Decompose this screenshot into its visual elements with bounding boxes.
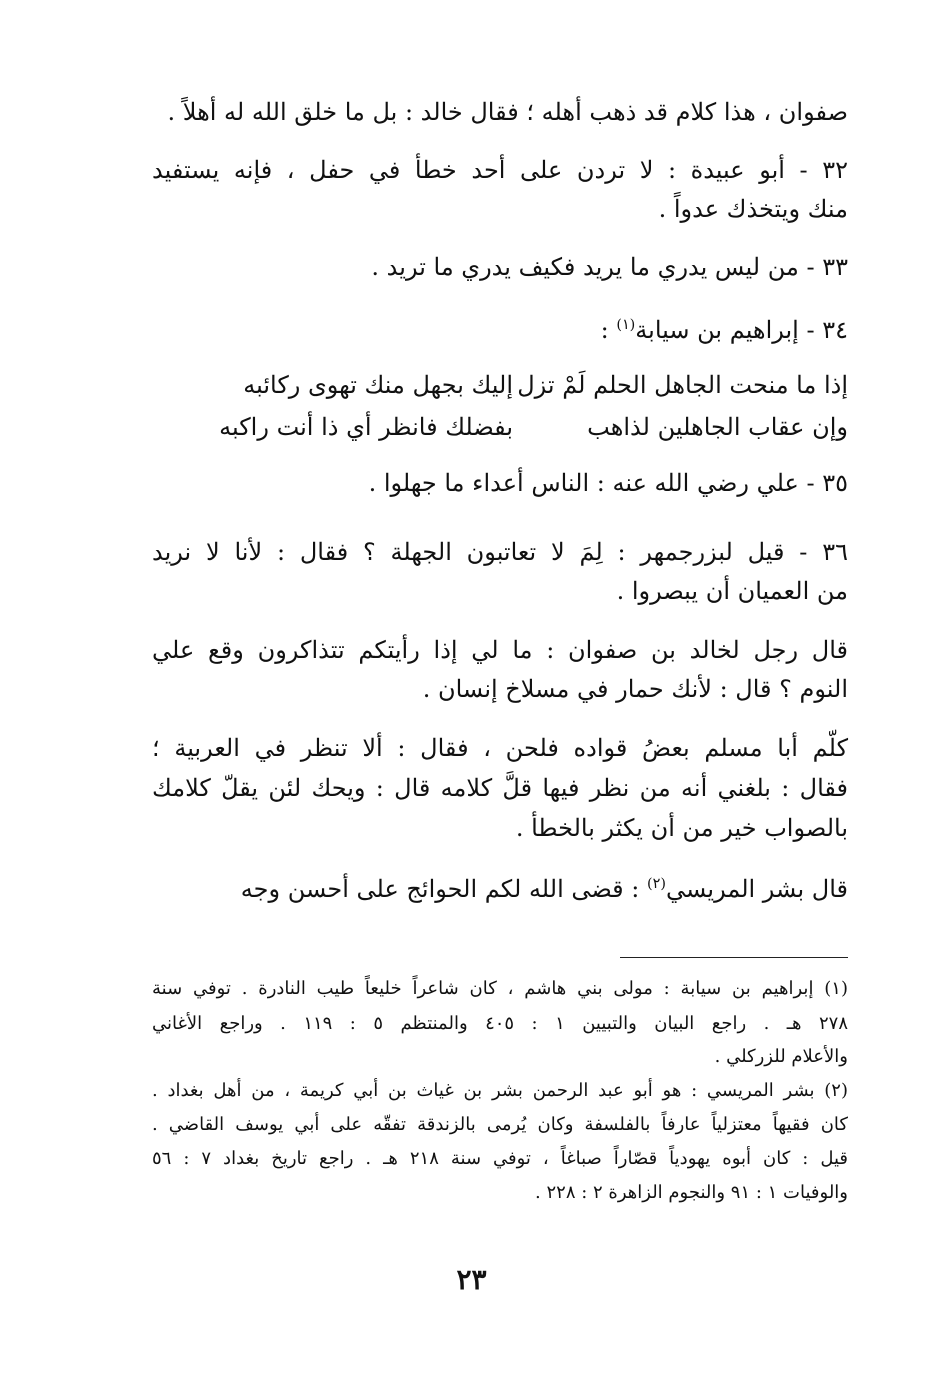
footnote-ref: (٢) [647, 876, 666, 892]
footnote-ref: (١) [616, 317, 636, 333]
footnote-line: (٢) بشر المريسي : هو أبو عبد الرحمن بشر بن غياث بن أبي كريمة ، من أهل بغداد . [152, 1080, 848, 1101]
text-line: النوم ؟ قال : لأنك حمار في مسلاخ إنسان . [422, 675, 848, 703]
footnote-line: والوفيات ١ : ٩١ والنجوم الزاهرة ٢ : ٢٢٨ . [535, 1182, 848, 1203]
text-line: قال رجل لخالد بن صفوان : ما لي إذا رأيتكم تتذاكرون وقع علي [152, 636, 848, 664]
text-line [371, 250, 848, 284]
footnote-line: (١) إبراهيم بن سيابة : مولى بني هاشم ، كان شاعراً خليعاً طيب النادرة . توفي سنة [152, 978, 848, 999]
text-line: ٣٥ - علي رضي الله عنه : الناس أعداء ما جهلوا . [368, 469, 848, 497]
page-number: ٢٣ [456, 1263, 487, 1296]
poem-hemistich: وإن عقاب الجاهلين لذاهب [587, 413, 848, 441]
poem-hemistich: بفضلك فانظر أي ذا أنت راكبه [219, 413, 513, 441]
footnote-line: قيل : كان أبوه يهودياً قصّاراً صباغاً ، توفي سنة ٢١٨ هـ . راجع تاريخ بغداد ٧ : ٥٦ [152, 1148, 848, 1169]
footnote-separator [620, 957, 848, 958]
text-line-span: ٣٣ - من ليس يدري ما يريد فكيف يدري ما تريد . [371, 253, 848, 281]
text-line: ٣٦ - قيل لبزرجمهر : لِمَ لا تعاتبون الجهلة ؟ فقال : لأنا لا نريد [152, 538, 848, 566]
text-line: ٣٢ - أبو عبيدة : لا تردن على أحد خطأ في حفل ، فإنه يستفيد [152, 156, 848, 184]
text-line [241, 872, 848, 906]
poem-hemistich: إليك بجهل منك تهوى ركائبه [243, 371, 513, 399]
text-line: فقال : بلغني أنه من نظر فيها قلَّ كلامه قال : ويحك لئن يقلّ كلامك [152, 774, 848, 802]
text-line: منك ويتخذك عدواً . [658, 195, 848, 223]
text-line-span: : قضى الله لكم الحوائج على أحسن وجه [240, 875, 647, 903]
text-line: صفوان ، هذا كلام قد ذهب أهله ؛ فقال خالد : بل ما خلق الله له أهلاً . [167, 98, 848, 126]
footnote-line: ٢٧٨ هـ . راجع البيان والتبيين ١ : ٤٠٥ والمنتظم ٥ : ١١٩ . وراجع الأغاني [152, 1013, 848, 1034]
text-line-span: قال بشر المريسي [665, 875, 848, 903]
text-line: من العميان أن يبصروا . [616, 577, 848, 605]
text-line: كلّم أبا مسلم بعضُ قواده فلحن ، فقال : ألا تنظر في العربية ؛ [152, 734, 848, 762]
entry-heading: ٣٤ - إبراهيم بن سيابة [635, 316, 848, 344]
footnote-line: كان فقيهاً معتزلياً عارفاً بالفلسفة وكان يُرمى بالزندقة تفقّه على أبي يوسف القاضي . [152, 1114, 848, 1135]
footnote-line: والأعلام للزركلي . [714, 1046, 848, 1067]
text-line-span: : [600, 316, 617, 344]
text-line [601, 313, 848, 347]
text-line: بالصواب خير من أن يكثر بالخطأ . [515, 814, 848, 842]
poem-hemistich: إذا ما منحت الجاهل الحلم لَمْ تزل [517, 371, 848, 399]
